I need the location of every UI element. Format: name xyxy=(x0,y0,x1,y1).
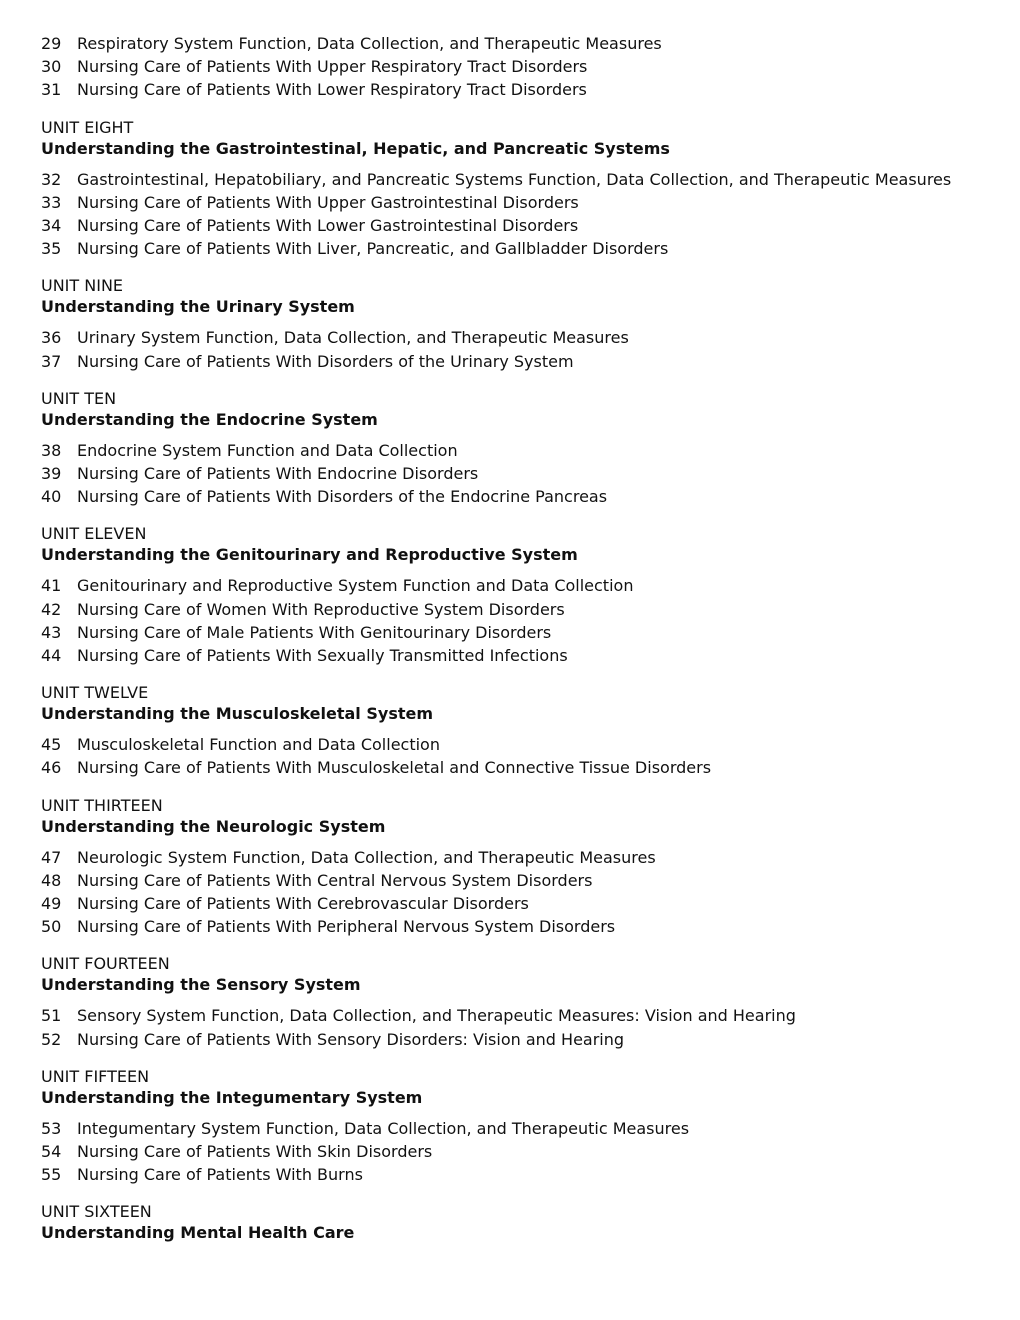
unit-label: UNIT THIRTEEN xyxy=(41,795,163,815)
chapter-number: 31 xyxy=(41,80,62,100)
chapter-title: Endocrine System Function and Data Collection xyxy=(77,440,458,460)
chapter-entry xyxy=(41,756,1020,779)
chapter-title: Neurologic System Function, Data Collection, and Therapeutic Measures xyxy=(77,847,656,867)
chapter-title: Nursing Care of Patients With Liver, Pancreatic, and Gallbladder Disorders xyxy=(77,239,669,259)
chapter-entry xyxy=(41,598,1020,621)
chapter-number: 38 xyxy=(41,440,62,460)
chapter-entry xyxy=(41,462,1020,485)
unit-label: UNIT SIXTEEN xyxy=(41,1202,152,1222)
chapter-title: Respiratory System Function, Data Collection, and Therapeutic Measures xyxy=(77,34,662,53)
unit-title: Understanding the Endocrine System xyxy=(41,409,378,429)
chapter-number: 35 xyxy=(41,239,62,259)
unit-heading xyxy=(41,682,1020,724)
chapter-number: 43 xyxy=(41,622,62,642)
chapter-entry xyxy=(41,1163,1020,1186)
chapter-number: 29 xyxy=(41,34,62,53)
chapter-entry xyxy=(41,733,1020,756)
chapter-entry xyxy=(41,869,1020,892)
chapter-number: 40 xyxy=(41,487,62,507)
chapter-title: Musculoskeletal Function and Data Collection xyxy=(77,735,440,755)
chapter-number: 49 xyxy=(41,894,62,914)
chapter-number: 30 xyxy=(41,57,62,77)
chapter-title: Nursing Care of Patients With Sensory Disorders: Vision and Hearing xyxy=(77,1029,625,1049)
chapter-entry xyxy=(41,214,1020,237)
chapter-title: Nursing Care of Patients With Central Nervous System Disorders xyxy=(77,870,593,890)
unit-title: Understanding the Sensory System xyxy=(41,975,361,995)
chapter-number: 44 xyxy=(41,646,62,666)
chapter-number: 41 xyxy=(41,576,62,596)
chapter-number: 50 xyxy=(41,917,62,937)
chapter-entry xyxy=(41,1117,1020,1140)
chapter-entry xyxy=(41,621,1020,644)
chapter-title: Nursing Care of Patients With Cerebrovascular Disorders xyxy=(77,894,529,914)
unit-heading xyxy=(41,523,1020,565)
unit-label: UNIT NINE xyxy=(41,276,124,296)
chapter-entry xyxy=(41,168,1020,191)
chapter-number: 46 xyxy=(41,758,62,778)
unit-title: Understanding the Neurologic System xyxy=(41,816,386,836)
chapter-title: Nursing Care of Patients With Skin Disorders xyxy=(77,1142,433,1162)
chapter-title: Nursing Care of Patients With Endocrine Disorders xyxy=(77,464,479,484)
chapter-title: Nursing Care of Patients With Sexually Transmitted Infections xyxy=(77,646,568,666)
unit-heading xyxy=(41,953,1020,995)
chapter-entry xyxy=(41,892,1020,915)
chapter-entry xyxy=(41,439,1020,462)
unit-title: Understanding the Genitourinary and Reproductive System xyxy=(41,545,578,565)
chapter-number: 39 xyxy=(41,464,62,484)
chapter-title: Gastrointestinal, Hepatobiliary, and Pancreatic Systems Function, Data Collection, and Therapeutic Measures xyxy=(77,169,952,189)
chapter-title: Nursing Care of Patients With Burns xyxy=(77,1165,363,1185)
unit-heading xyxy=(41,388,1020,430)
unit-heading xyxy=(41,1201,1020,1243)
chapter-title: Nursing Care of Male Patients With Genitourinary Disorders xyxy=(77,622,552,642)
unit-label: UNIT FIFTEEN xyxy=(41,1066,150,1086)
unit-title: Understanding the Integumentary System xyxy=(41,1087,423,1107)
unit-label: UNIT TWELVE xyxy=(41,683,149,703)
chapter-number: 53 xyxy=(41,1118,62,1138)
chapter-number: 36 xyxy=(41,328,62,348)
chapter-number: 51 xyxy=(41,1006,62,1026)
chapter-title: Sensory System Function, Data Collection, and Therapeutic Measures: Vision and Hearing xyxy=(77,1006,796,1026)
chapter-title: Urinary System Function, Data Collection, and Therapeutic Measures xyxy=(77,328,629,348)
chapter-entry xyxy=(41,350,1020,373)
chapter-title: Nursing Care of Patients With Lower Respiratory Tract Disorders xyxy=(77,80,587,100)
chapter-entry xyxy=(41,78,1020,101)
chapter-number: 33 xyxy=(41,192,62,212)
chapter-entry xyxy=(41,915,1020,938)
chapter-number: 55 xyxy=(41,1165,62,1185)
unit-heading xyxy=(41,117,1020,159)
chapter-entry xyxy=(41,485,1020,508)
chapter-entry xyxy=(41,191,1020,214)
chapter-title: Integumentary System Function, Data Collection, and Therapeutic Measures xyxy=(77,1118,690,1138)
chapter-title: Nursing Care of Patients With Disorders of the Urinary System xyxy=(77,351,574,371)
chapter-number: 47 xyxy=(41,847,62,867)
chapter-number: 37 xyxy=(41,351,62,371)
chapter-entry xyxy=(41,32,1020,55)
chapter-entry xyxy=(41,1028,1020,1051)
chapter-number: 32 xyxy=(41,169,62,189)
chapter-number: 42 xyxy=(41,599,62,619)
chapter-number: 52 xyxy=(41,1029,62,1049)
unit-heading xyxy=(41,1066,1020,1108)
chapter-title: Nursing Care of Patients With Lower Gastrointestinal Disorders xyxy=(77,216,579,236)
unit-heading xyxy=(41,795,1020,837)
chapter-title: Nursing Care of Patients With Peripheral Nervous System Disorders xyxy=(77,917,616,937)
unit-label: UNIT ELEVEN xyxy=(41,524,147,544)
chapter-title: Nursing Care of Patients With Upper Respiratory Tract Disorders xyxy=(77,57,588,77)
unit-label: UNIT TEN xyxy=(41,388,117,408)
unit-heading xyxy=(41,275,1020,317)
chapter-number: 54 xyxy=(41,1142,62,1162)
chapter-title: Nursing Care of Women With Reproductive System Disorders xyxy=(77,599,565,619)
chapter-title: Nursing Care of Patients With Disorders of the Endocrine Pancreas xyxy=(77,487,608,507)
chapter-entry xyxy=(41,326,1020,349)
chapter-entry xyxy=(41,574,1020,597)
chapter-entry xyxy=(41,846,1020,869)
chapter-number: 45 xyxy=(41,735,62,755)
chapter-entry xyxy=(41,644,1020,667)
chapter-entry xyxy=(41,55,1020,78)
chapter-entry xyxy=(41,1004,1020,1027)
chapter-entry xyxy=(41,1140,1020,1163)
unit-label: UNIT FOURTEEN xyxy=(41,954,170,974)
chapter-number: 48 xyxy=(41,870,62,890)
chapter-title: Nursing Care of Patients With Musculoskeletal and Connective Tissue Disorders xyxy=(77,758,712,778)
unit-label: UNIT EIGHT xyxy=(41,117,134,137)
chapter-entry xyxy=(41,237,1020,260)
unit-title: Understanding the Urinary System xyxy=(41,297,355,317)
chapter-number: 34 xyxy=(41,216,62,236)
unit-title: Understanding the Musculoskeletal System xyxy=(41,704,434,724)
unit-title: Understanding the Gastrointestinal, Hepatic, and Pancreatic Systems xyxy=(41,138,670,158)
unit-title: Understanding Mental Health Care xyxy=(41,1223,355,1243)
chapter-title: Genitourinary and Reproductive System Function and Data Collection xyxy=(77,576,634,596)
chapter-title: Nursing Care of Patients With Upper Gastrointestinal Disorders xyxy=(77,192,579,212)
